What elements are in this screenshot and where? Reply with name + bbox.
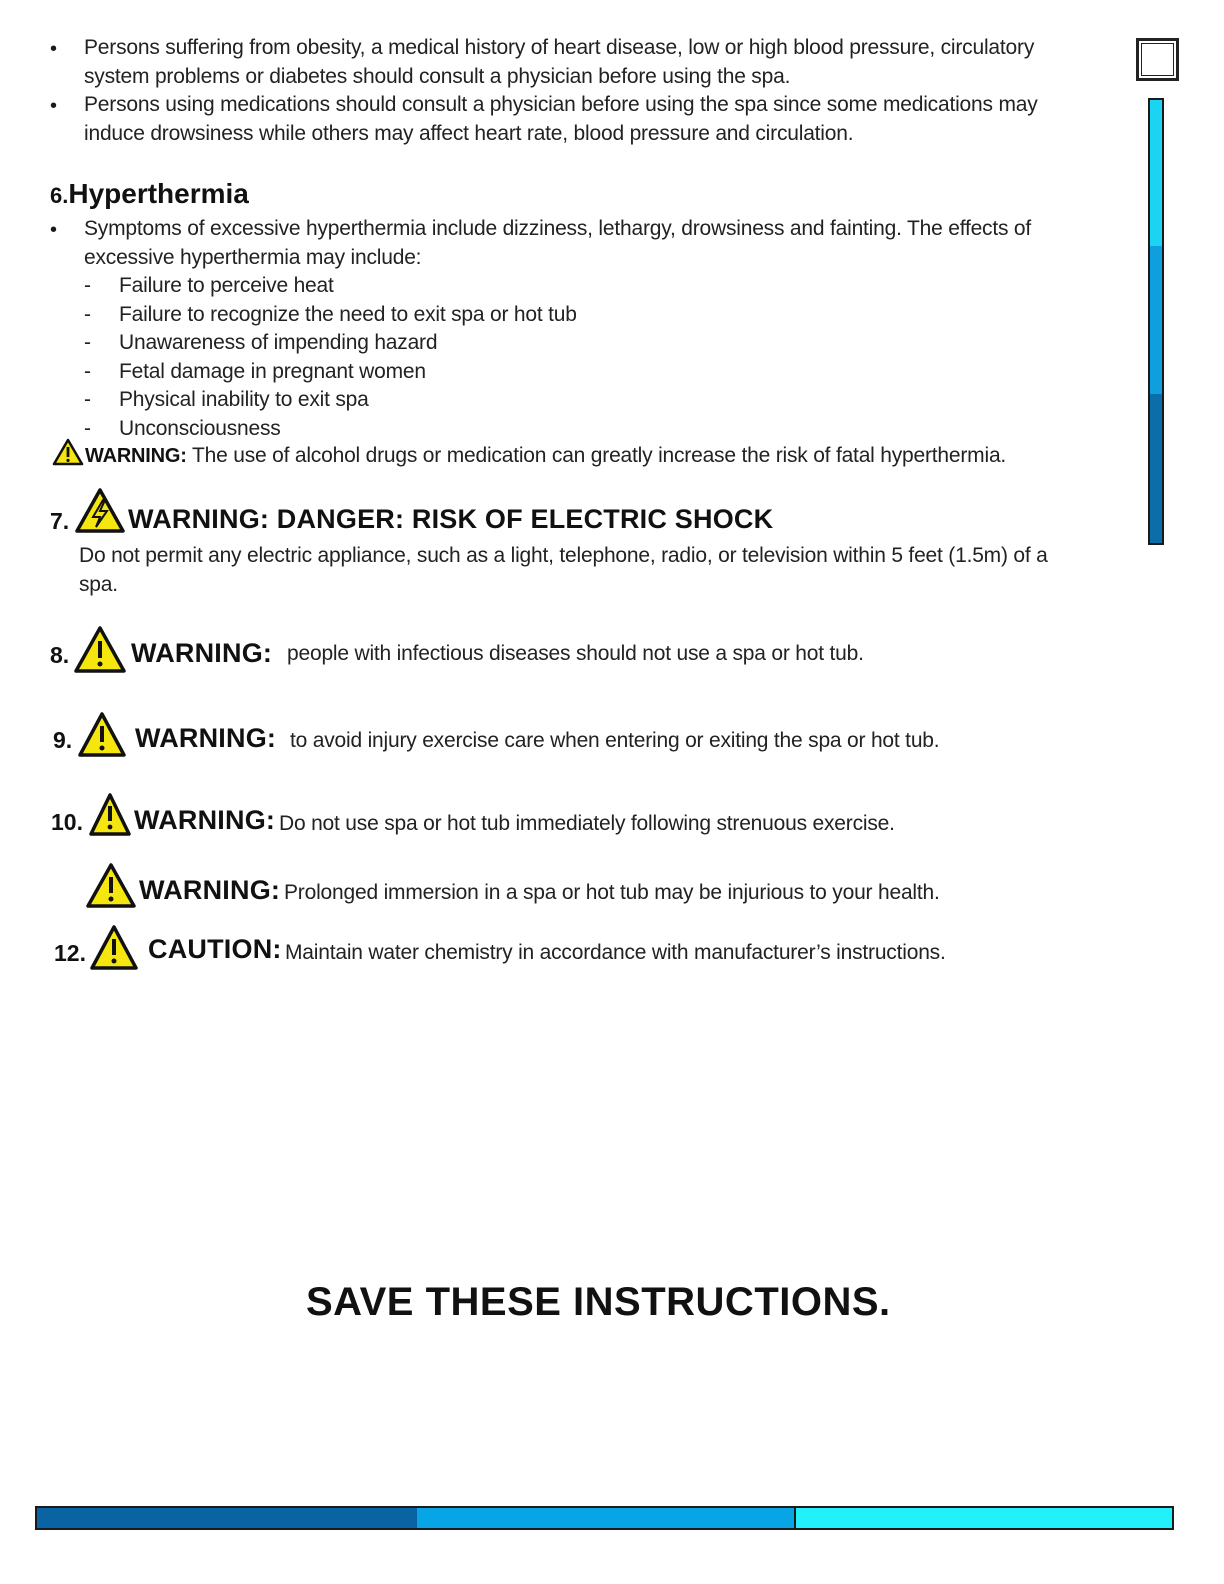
section-9-label: WARNING: [135,723,277,753]
dash-marker: - [84,331,91,355]
dash-marker: - [84,416,91,440]
section-10-label: WARNING: [134,805,276,835]
effect-item: Failure to recognize the need to exit spa or hot tub [119,302,577,326]
warning-triangle-icon [88,792,132,838]
effect-item: Fetal damage in pregnant women [119,359,426,383]
hyperthermia-intro-line2: excessive hyperthermia may include: [84,246,422,269]
bullet-obesity-line1: Persons suffering from obesity, a medical history of heart disease, low or high blood pressure, circulatory [84,36,1035,59]
warning-triangle-icon [52,438,84,466]
electric-shock-line2: spa. [79,573,118,596]
bullet-obesity [84,33,1034,91]
section-7-title: WARNING: DANGER: RISK OF ELECTRIC SHOCK [128,504,774,534]
section-9-text: to avoid injury exercise care when entering or exiting the spa or hot tub. [290,729,940,752]
save-instructions-heading: SAVE THESE INSTRUCTIONS. [306,1280,891,1324]
bottom-bar-dark [35,1506,419,1530]
dash-marker: - [84,388,91,412]
section-12-number: 12. [54,940,86,966]
hyperthermia-intro-line1: Symptoms of excessive hyperthermia include dizziness, lethargy, drowsiness and fainting. The effects of [84,217,1032,240]
bullet-marker: • [50,38,58,60]
electric-shock-text [79,541,1048,599]
bullet-obesity-line2: system problems or diabetes should consult a physician before using the spa. [84,65,791,88]
hyperthermia-warning [85,441,1006,471]
bullet-marker: • [50,95,58,117]
warning-triangle-icon [85,862,137,910]
dash-marker: - [84,359,91,383]
warning-triangle-icon [77,711,127,759]
hyperthermia-warning-label: WARNING: [85,445,187,467]
hyperthermia-intro [84,214,1031,272]
effect-item: Unconsciousness [119,416,281,440]
section-7-number: 7. [50,508,70,534]
bullet-medications-line1: Persons using medications should consult a physician before using the spa since some medications may [84,93,1038,116]
bullet-medications [84,90,1038,148]
section-6-heading [50,178,249,210]
section-6-title: Hyperthermia [68,178,249,209]
section-11-label: WARNING: [139,875,281,905]
electric-shock-line1: Do not permit any electric appliance, such as a light, telephone, radio, or television within 5 feet (1.5m) of a [79,544,1048,567]
page-corner-box [1136,38,1179,81]
section-10-number: 10. [51,809,83,835]
side-bar-light [1148,98,1164,250]
caution-triangle-icon [89,924,139,972]
hyperthermia-effects-list [84,271,577,443]
section-10-text: Do not use spa or hot tub immediately following strenuous exercise. [279,812,895,835]
effect-item: Physical inability to exit spa [119,388,369,412]
side-bar-mid [1148,246,1164,396]
hyperthermia-warning-text: The use of alcohol drugs or medication can greatly increase the risk of fatal hyperthermia. [192,444,1007,467]
bullet-marker: • [50,219,58,241]
effect-item: Failure to perceive heat [119,274,334,297]
bottom-bar-mid [417,1506,796,1530]
dash-marker: - [84,302,91,326]
electric-shock-icon [74,487,126,535]
section-8-label: WARNING: [131,638,273,668]
section-8-text: people with infectious diseases should not use a spa or hot tub. [287,642,864,665]
section-12-label: CAUTION: [148,934,282,964]
dash-marker: - [84,274,91,297]
warning-triangle-icon [73,625,127,675]
section-6-number: 6. [50,183,69,208]
bottom-bar-light [796,1506,1174,1530]
effect-item: Unawareness of impending hazard [119,331,438,355]
section-9-number: 9. [53,727,73,753]
section-8-number: 8. [50,642,70,668]
bullet-medications-line2: induce drowsiness while others may affect heart rate, blood pressure and circulation. [84,122,854,145]
section-11-text: Prolonged immersion in a spa or hot tub may be injurious to your health. [284,881,940,904]
section-12-text: Maintain water chemistry in accordance with manufacturer’s instructions. [285,941,946,964]
side-bar-dark [1148,394,1164,545]
